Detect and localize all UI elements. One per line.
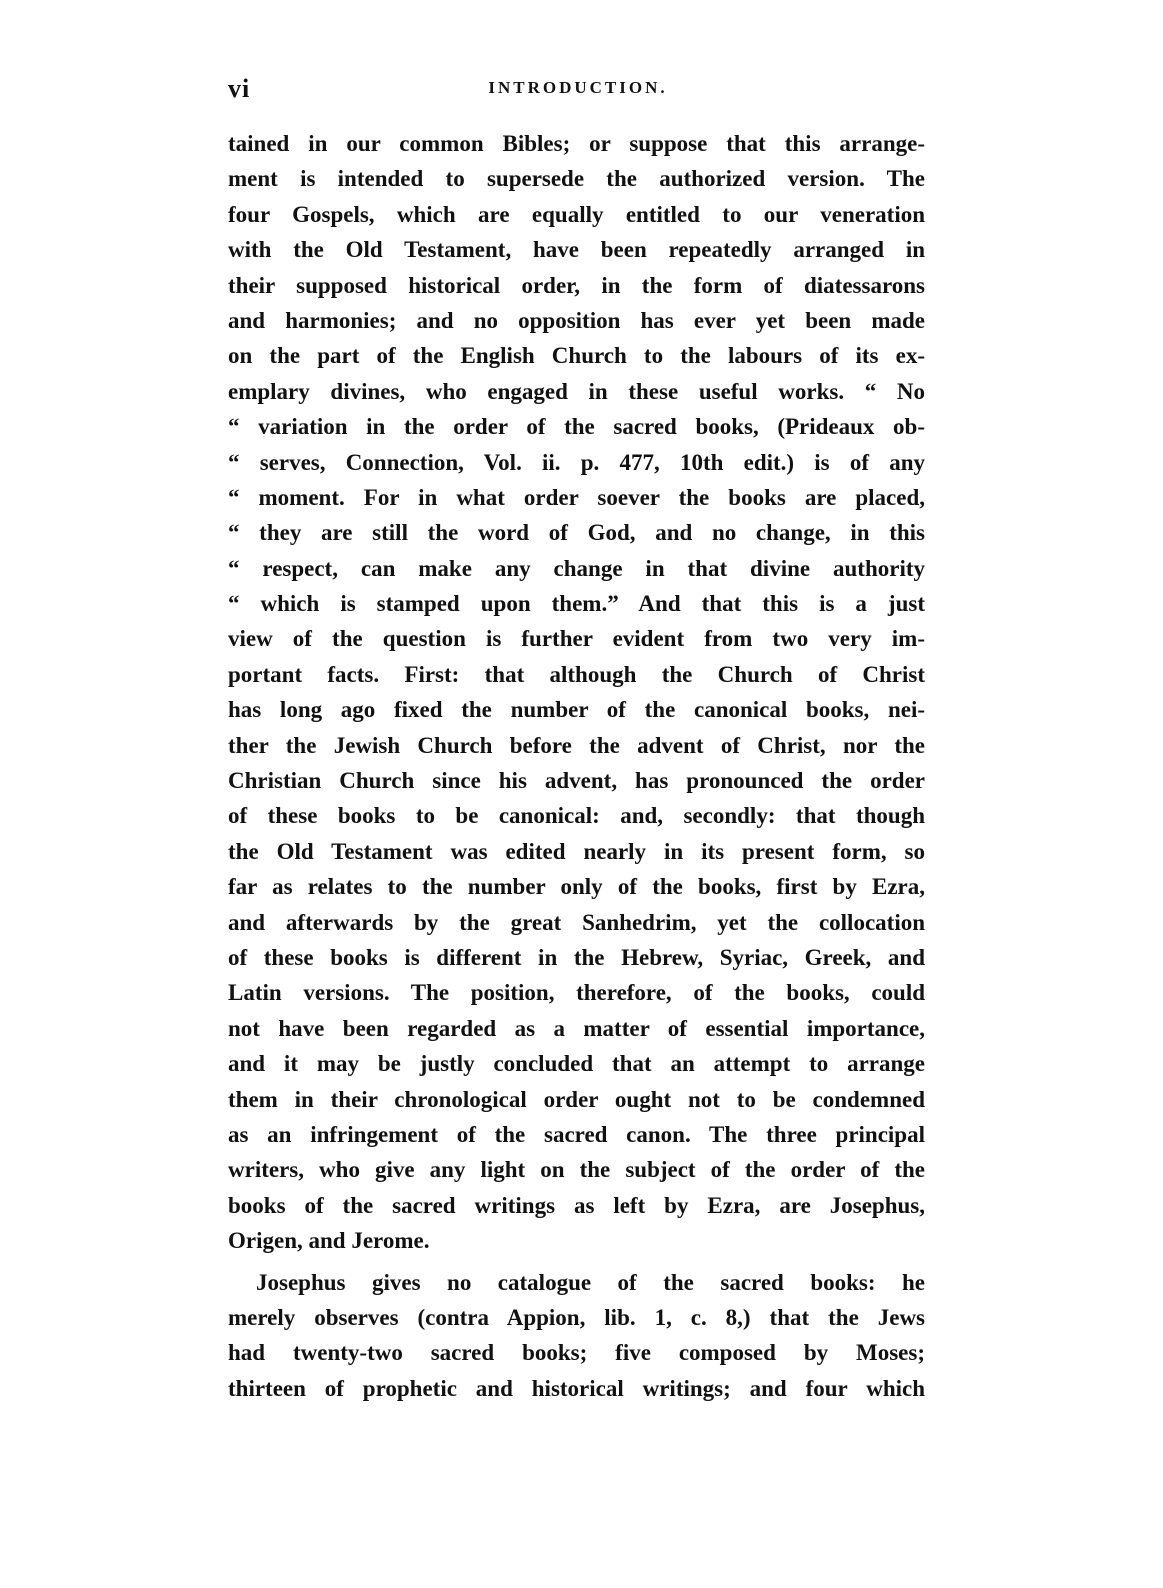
text-line: emplary divines, who engaged in these useful works. “ No [228, 378, 925, 404]
text-line: Origen, and Jerome. [228, 1228, 430, 1254]
text-line: “ which is stamped upon them.” And that this is a just [228, 591, 925, 617]
text-line: “ variation in the order of the sacred books, (Prideaux ob- [228, 414, 925, 440]
text-line: had twenty-two sacred books; five composed by Moses; [228, 1340, 925, 1366]
text-line: as an infringement of the sacred canon. The three principal [228, 1121, 925, 1147]
text-line: four Gospels, which are equally entitled to our veneration [228, 201, 925, 227]
text-line: writers, who give any light on the subject of the order of the [228, 1157, 925, 1183]
text-line: portant facts. First: that although the Church of Christ [228, 661, 925, 687]
text-line: and it may be justly concluded that an attempt to arrange [228, 1051, 925, 1077]
text-line: books of the sacred writings as left by Ezra, are Josephus, [228, 1192, 925, 1218]
page-number: vi [228, 74, 251, 103]
text-line: has long ago fixed the number of the canonical books, nei- [228, 697, 925, 723]
text-line: “ respect, can make any change in that divine authority [228, 555, 925, 581]
page-header [228, 74, 928, 114]
text-line: “ moment. For in what order soever the books are placed, [228, 484, 925, 510]
text-line: with the Old Testament, have been repeatedly arranged in [228, 237, 925, 263]
running-head: INTRODUCTION. [488, 78, 668, 97]
text-line: thirteen of prophetic and historical writings; and four which [228, 1375, 925, 1401]
text-line: Latin versions. The position, therefore, of the books, could [228, 980, 925, 1006]
text-line: and afterwards by the great Sanhedrim, yet the collocation [228, 909, 925, 935]
text-line: Josephus gives no catalogue of the sacred books: he [256, 1269, 925, 1295]
paragraph [228, 126, 925, 1259]
text-line: ther the Jewish Church before the advent of Christ, nor the [228, 732, 925, 758]
text-line: on the part of the English Church to the labours of its ex- [228, 343, 925, 369]
text-line: not have been regarded as a matter of essential importance, [228, 1015, 925, 1041]
text-line: of these books is different in the Hebrew, Syriac, Greek, and [228, 944, 925, 970]
text-line: Christian Church since his advent, has pronounced the order [228, 768, 925, 794]
text-line: them in their chronological order ought not to be condemned [228, 1086, 925, 1112]
body-text [228, 126, 925, 1406]
text-line: “ serves, Connection, Vol. ii. p. 477, 10th edit.) is of any [228, 449, 925, 475]
text-line: view of the question is further evident from two very im- [228, 626, 925, 652]
text-line: tained in our common Bibles; or suppose that this arrange- [228, 131, 925, 156]
text-line: and harmonies; and no opposition has ever yet been made [228, 307, 925, 333]
text-line: merely observes (contra Appion, lib. 1, c. 8,) that the Jews [228, 1304, 925, 1330]
text-line: far as relates to the number only of the books, first by Ezra, [228, 874, 925, 900]
text-line: their supposed historical order, in the form of diatessarons [228, 272, 925, 298]
text-line: of these books to be canonical: and, secondly: that though [228, 803, 925, 829]
text-line: “ they are still the word of God, and no change, in this [228, 520, 925, 546]
text-line: ment is intended to supersede the authorized version. The [228, 166, 925, 192]
paragraph [228, 1265, 925, 1407]
text-line: the Old Testament was edited nearly in its present form, so [228, 838, 925, 864]
